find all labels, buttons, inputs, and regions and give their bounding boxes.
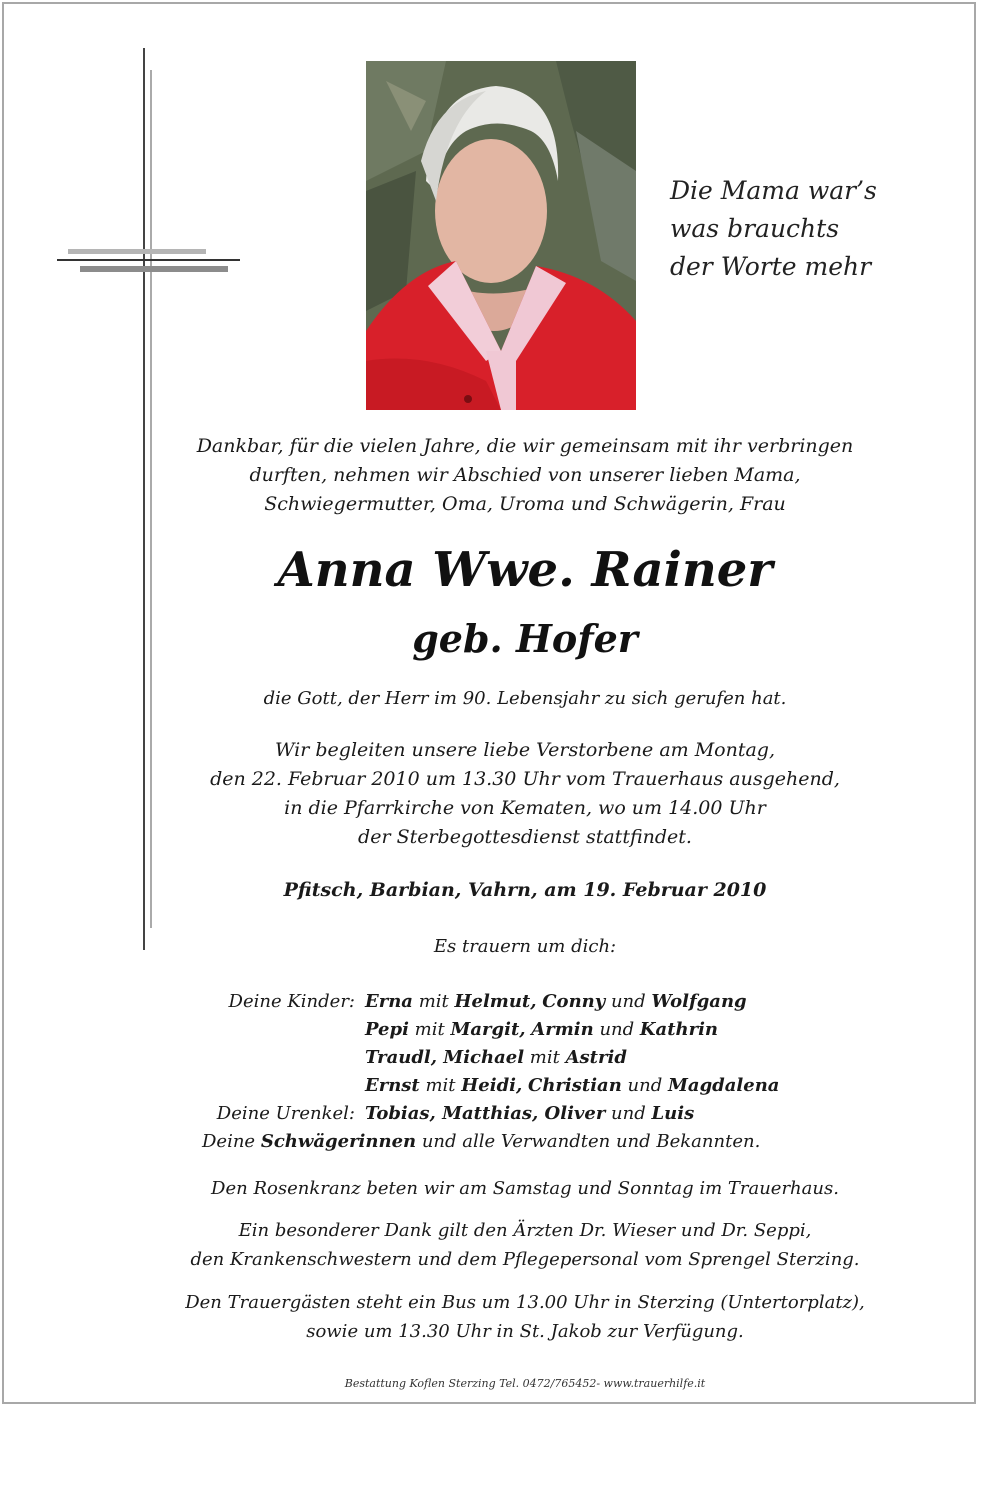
- thanks-line: Ein besonderer Dank gilt den Ärzten Dr. Wieser und Dr. Seppi,: [238, 1220, 812, 1241]
- family-list: [150, 988, 910, 1156]
- called-home-text: die Gott, der Herr im 90. Lebensjahr zu sich gerufen hat.: [263, 688, 787, 709]
- quote-line: was brauchts: [670, 214, 840, 243]
- thanks-line: den Krankenschwestern und dem Pflegepersonal vom Sprengel Sterzing.: [190, 1249, 860, 1270]
- quote-block: [670, 172, 940, 286]
- portrait-photo: [366, 61, 636, 410]
- children-entry: Erna mit Helmut, Conny und Wolfgang: [365, 991, 747, 1012]
- children-entry: Traudl, Michael mit Astrid: [365, 1047, 627, 1068]
- quote-line: der Worte mehr: [670, 252, 872, 281]
- thanks-notice: [60, 1216, 982, 1274]
- intro-line: durften, nehmen wir Abschied von unserer lieben Mama,: [249, 464, 801, 486]
- in-laws-entry: Deine Schwägerinnen und alle Verwandten und Bekannten.: [202, 1131, 761, 1152]
- family-row: [150, 988, 910, 1016]
- cross-horizontal-shadow-top: [68, 249, 206, 254]
- place-date: Pfitsch, Barbian, Vahrn, am 19. Februar 2010: [283, 879, 767, 901]
- bus-line: sowie um 13.30 Uhr in St. Jakob zur Verfügung.: [306, 1321, 744, 1342]
- deceased-name: Anna Wwe. Rainer: [277, 542, 773, 598]
- quote-line: Die Mama war’s: [670, 176, 877, 205]
- family-row: [150, 1016, 910, 1044]
- bus-notice: [60, 1288, 982, 1346]
- maiden-name: geb. Hofer: [412, 616, 638, 661]
- intro-line: Schwiegermutter, Oma, Uroma und Schwägerin, Frau: [264, 493, 786, 515]
- family-row: [150, 1072, 910, 1100]
- cross-horizontal-shadow-bottom: [80, 266, 228, 272]
- bus-line: Den Trauergästen steht ein Bus um 13.00 Uhr in Sterzing (Untertorplatz),: [185, 1292, 865, 1313]
- portrait-illustration: [366, 61, 636, 410]
- rosary-notice: Den Rosenkranz beten wir am Samstag und Sonntag im Trauerhaus.: [211, 1178, 839, 1199]
- great-grandchildren-entry: Tobias, Matthias, Oliver und Luis: [365, 1103, 695, 1124]
- funeral-home-footer: Bestattung Koflen Sterzing Tel. 0472/765452- www.trauerhilfe.it: [344, 1377, 706, 1390]
- family-row: [150, 1128, 910, 1156]
- funeral-details: [60, 736, 982, 852]
- children-label: Deine Kinder:: [228, 991, 355, 1012]
- intro-text: [60, 432, 982, 519]
- children-entry: Pepi mit Margit, Armin und Kathrin: [365, 1019, 719, 1040]
- children-entry: Ernst mit Heidi, Christian und Magdalena: [365, 1075, 780, 1096]
- great-grandchildren-label: Deine Urenkel:: [216, 1103, 355, 1124]
- funeral-line: Wir begleiten unsere liebe Verstorbene am Montag,: [274, 739, 775, 761]
- intro-line: Dankbar, für die vielen Jahre, die wir gemeinsam mit ihr verbringen: [196, 435, 854, 457]
- mourners-heading: Es trauern um dich:: [433, 936, 617, 957]
- cross-horizontal-bar: [57, 259, 240, 261]
- family-row: [150, 1100, 910, 1128]
- funeral-line: der Sterbegottesdienst stattfindet.: [358, 826, 692, 848]
- family-row: [150, 1044, 910, 1072]
- funeral-line: den 22. Februar 2010 um 13.30 Uhr vom Trauerhaus ausgehend,: [210, 768, 840, 790]
- funeral-line: in die Pfarrkirche von Kematen, wo um 14.00 Uhr: [284, 797, 766, 819]
